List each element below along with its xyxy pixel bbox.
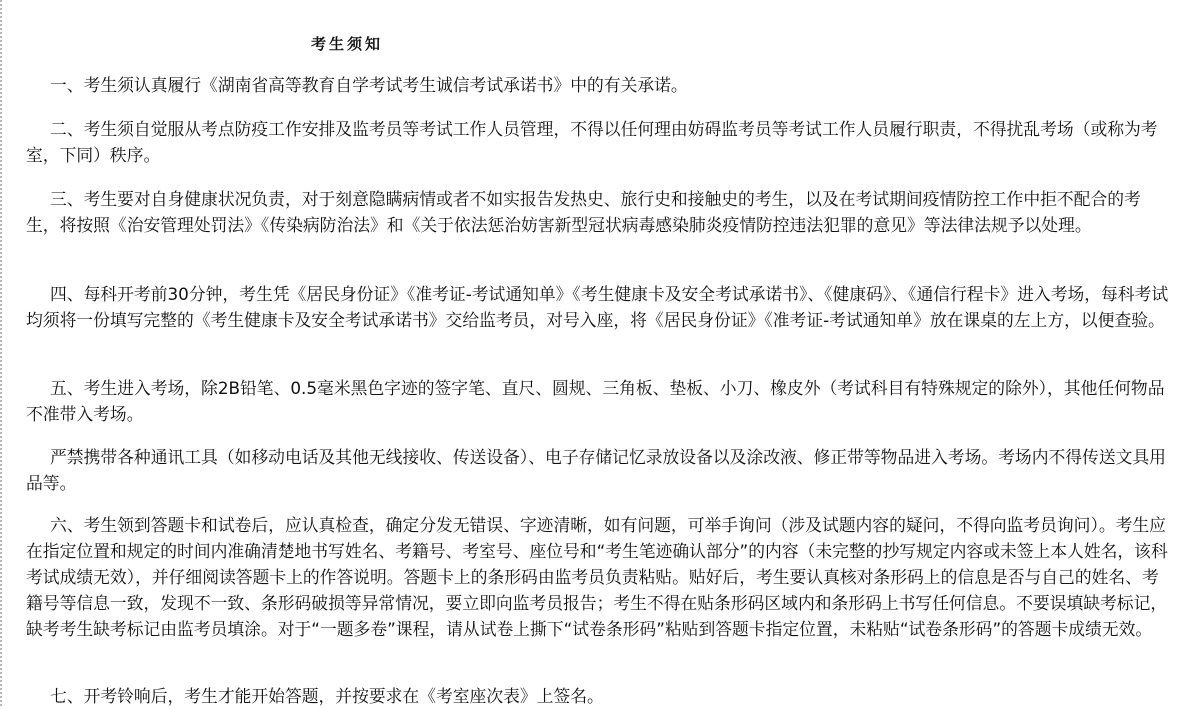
document-title: 考生须知 — [311, 35, 384, 53]
paragraph-2: 二、考生须自觉服从考点防疫工作安排及监考员等考试工作人员管理，不得以任何理由妨碍监考员等考试工作人员履行职责，不得扰乱考场（或称为考室，下同）秩序。 — [26, 119, 1158, 165]
paragraph-3: 三、考生要对自身健康状况负责，对于刻意隐瞒病情或者不如实报告发热史、旅行史和接触史的考生，以及在考试期间疫情防控工作中拒不配合的考生，将按照《治安管理处罚法》《传染病防治法》和《关于依法惩治妨害新型冠状病毒感染肺炎疫情防控违法犯罪的意见》等法律法规予以处理。 — [26, 189, 1141, 235]
paragraph-5: 五、考生进入考场，除2B铅笔、0.5毫米黑色字迹的签字笔、直尺、圆规、三角板、垫板、小刀、橡皮外（考试科目有特殊规定的除外），其他任何物品不准带入考场。 — [26, 378, 1165, 424]
paragraph-8: 七、开考铃响后，考生才能开始答题，并按要求在《考室座次表》上签名。 — [50, 686, 604, 706]
paragraph-7: 六、考生领到答题卡和试卷后，应认真检查，确定分发无错误、字迹清晰，如有问题，可举手询问（涉及试题内容的疑问，不得向监考员询问）。考生应在指定位置和规定的时间内准确清楚地书写姓名、考籍号、考室号、座位号和“考生笔迹确认部分”的内容（未完整的抄写规定内容或未签上本人姓名，该科考试成绩无效），并仔细阅读答题卡上的作答说明。答题卡上的条形码由监考员负责粘贴。贴好后，考生要认真核对条形码上的信息是否与自己的姓名、考籍号等信息一致，发现不一致、条形码破损等异常情况，要立即向监考员报告；考生不得在贴条形码区域内和条形码上书写任何信息。不要误填缺考标记，缺考考生缺考标记由监考员填涂。对于“一题多卷”课程，请从试卷上撕下“试卷条形码”粘贴到答题卡指定位置，未粘贴“试卷条形码”的答题卡成绩无效。 — [26, 515, 1168, 639]
left-dotted-border — [0, 0, 2, 707]
paragraph-6: 严禁携带各种通讯工具（如移动电话及其他无线接收、传送设备）、电子存储记忆录放设备以及涂改液、修正带等物品进入考场。考场内不得传送文具用品等。 — [26, 447, 1166, 493]
paragraph-1: 一、考生须认真履行《湖南省高等教育自学考试考生诚信考试承诺书》中的有关承诺。 — [50, 75, 688, 95]
paragraph-4: 四、每科开考前30分钟，考生凭《居民身份证》《准考证-考试通知单》《考生健康卡及安全考试承诺书》、《健康码》、《通信行程卡》进入考场，每科考试均须将一份填写完整的《考生健康卡及安全考试承诺书》交给监考员，对号入座，将《居民身份证》《准考证-考试通知单》放在课桌的左上方，以便查验。 — [26, 284, 1169, 330]
